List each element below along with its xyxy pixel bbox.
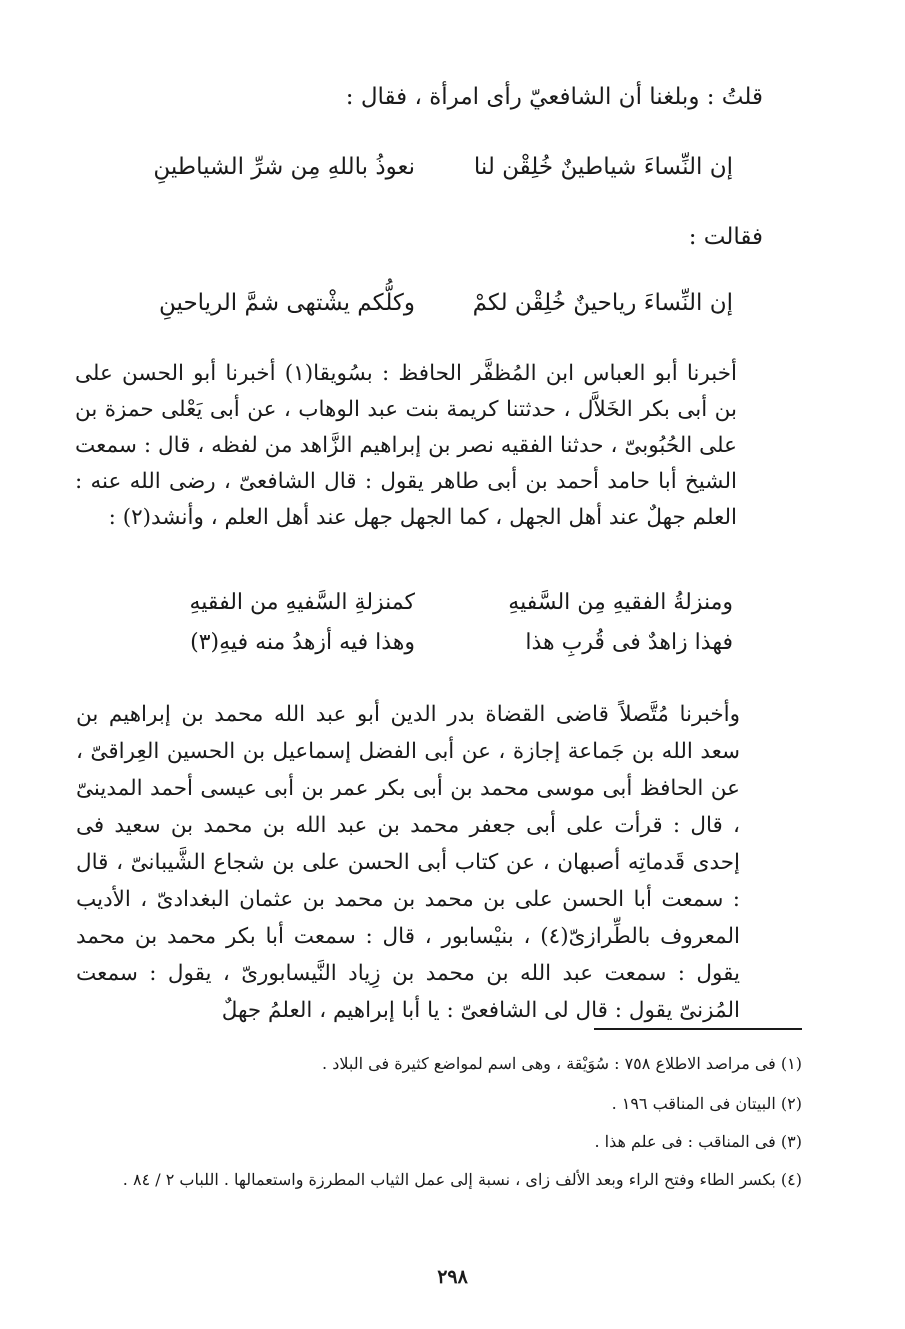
verse-3-line-1-left: كمنزلةِ السَّفيهِ من الفقيهِ xyxy=(189,590,415,615)
footnote-4: (٤) بكسر الطاء وفتح الراء وبعد الألف زاى ، نسبة إلى عمل الثياب المطرزة واستعمالها . اللباب ٢ / ٨٤ . xyxy=(122,1170,802,1189)
reply-label: فقالت : xyxy=(688,224,763,250)
footnote-2: (٢) البيتان فى المناقب ١٩٦ . xyxy=(611,1094,802,1113)
verse-3-line-2-right: فهذا زاهدٌ فى قُربِ هذا xyxy=(525,630,733,655)
verse-3-line-2-left: وهذا فيه أزهدُ منه فيهِ(٣) xyxy=(190,630,415,655)
footnote-divider xyxy=(594,1028,802,1030)
verse-3-line-1-right: ومنزلةُ الفقيهِ مِن السَّفيهِ xyxy=(508,590,733,615)
paragraph-1 xyxy=(75,356,737,536)
page-number: ٢٩٨ xyxy=(437,1266,468,1288)
verse-2-hemistich-right: إن النِّساءَ رياحينٌ خُلِقْن لكمْ xyxy=(472,290,733,316)
footnote-3: (٣) فى المناقب : فى علم هذا . xyxy=(594,1132,802,1151)
intro-line: قلتُ : وبلغنا أن الشافعيّ رأى امرأة ، فقال : xyxy=(345,84,763,110)
paragraph-2-text: وأخبرنا مُتَّصلاً قاضى القضاة بدر الدين أبو عبد الله محمد بن إبراهيم بن سعد الله بن جَماعة إجازة ، عن أبى الفضل إسماعيل بن الحسين العِراقىّ ، عن الحافظ أبى موسى محمد بن أبى بكر عمر بن أبى عيسى أحمد المدينىّ ، قال : قرأت على أبى جعفر محمد بن عبد الله بن محمد بن سعيد فى إحدى قَدماتِه أصبهان ، عن كتاب أبى الحسن على بن شجاع الشَّيبانىّ ، قال : سمعت أبا الحسن على بن محمد بن محمد بن عثمان البغدادىّ ، الأديب المعروف بالطِّرازىّ(٤) ، بنيْسابور ، قال : سمعت أبا بكر محمد بن محمد يقول : سمعت عبد الله بن محمد بن زِياد النَّيسابورىّ ، يقول : سمعت المُزنىّ يقول : قال لى الشافعىّ : يا أبا إبراهيم ، العلمُ جهلٌ xyxy=(76,702,740,1023)
footnote-1: (١) فى مراصد الاطلاع ٧٥٨ : سُوَيْقة ، وهى اسم لمواضع كثيرة فى البلاد . xyxy=(322,1054,802,1073)
paragraph-1-text: أخبرنا أبو العباس ابن المُظفَّر الحافظ : بسُويقا(١) أخبرنا أبو الحسن على بن أبى بكر الخَلاَّل ، حدثتنا كريمة بنت عبد الوهاب ، عن أبى يَعْلى حمزة بن على الحُبُوبىّ ، حدثنا الفقيه نصر بن إبراهيم الزَّاهد من لفظه ، قال : سمعت الشيخ أبا حامد أحمد بن أبى طاهر يقول : قال الشافعىّ ، رضى الله عنه : العلم جهلٌ عند أهل الجهل ، كما الجهل جهل عند أهل العلم ، وأنشد(٢) : xyxy=(75,361,737,530)
verse-2-hemistich-left: وكلُّكم يشْتهى شمَّ الرياحينِ xyxy=(159,290,415,316)
verse-1-hemistich-right: إن النِّساءَ شياطينٌ خُلِقْن لنا xyxy=(473,154,733,180)
paragraph-2 xyxy=(76,696,740,1029)
verse-1-hemistich-left: نعوذُ باللهِ مِن شرِّ الشياطينِ xyxy=(153,154,415,180)
